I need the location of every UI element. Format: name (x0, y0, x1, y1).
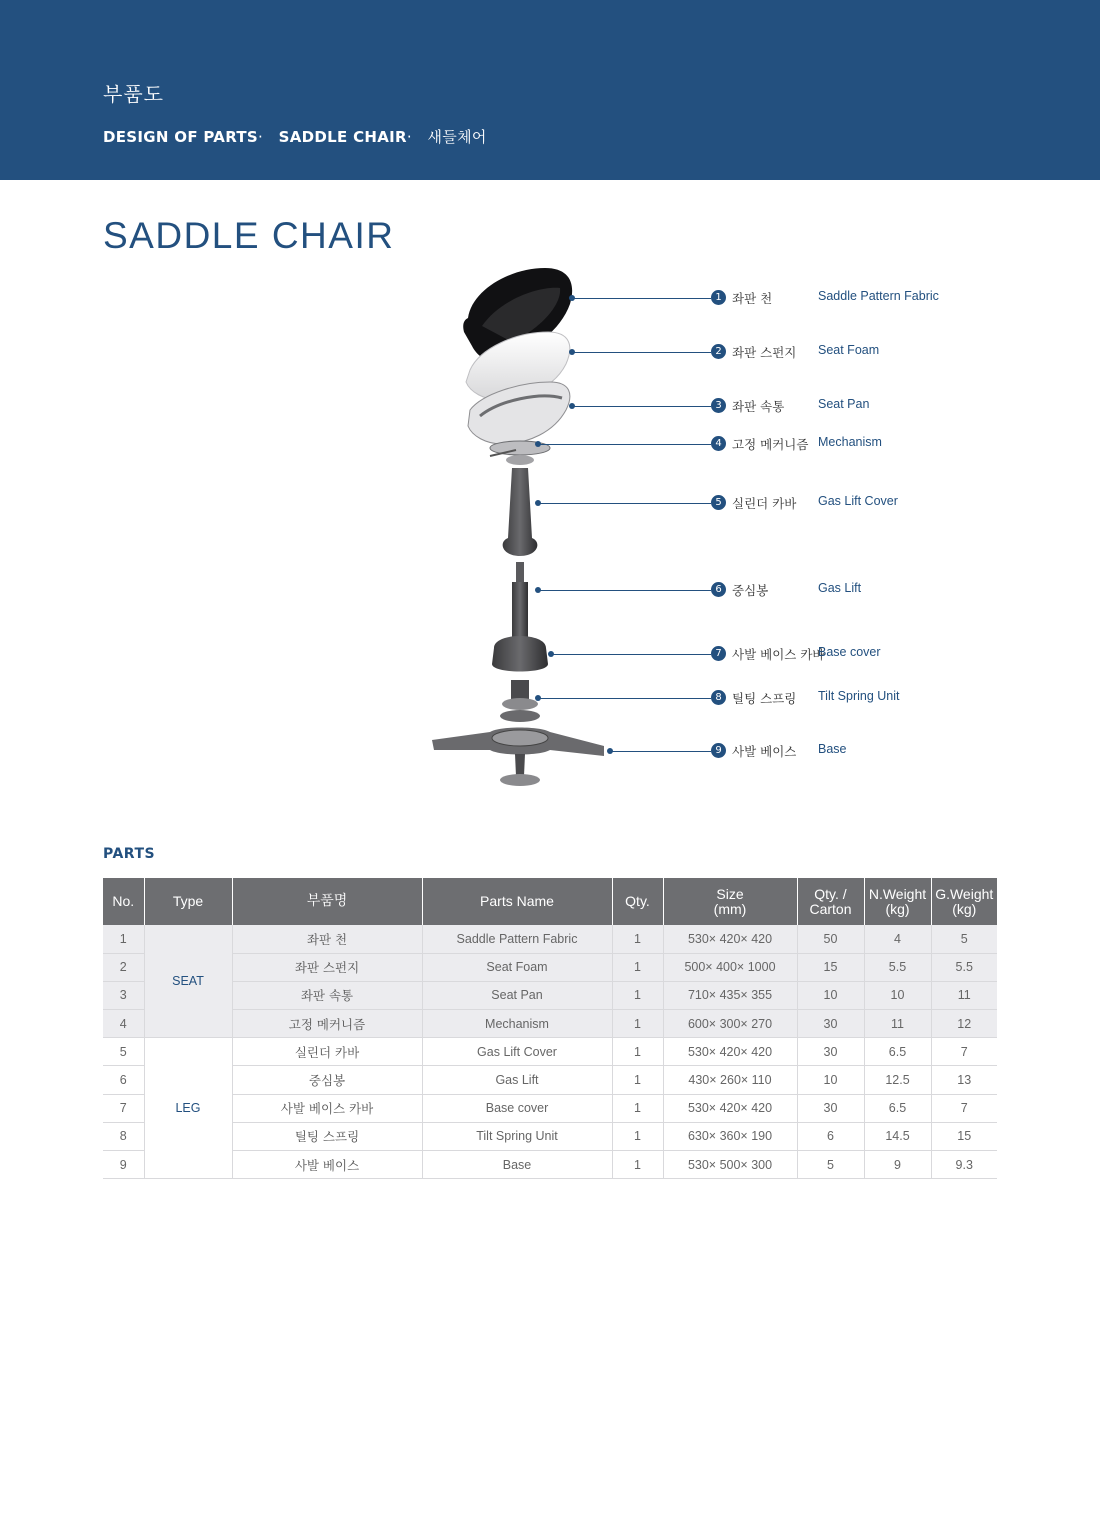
callout-number: 2 (711, 344, 726, 359)
callout-korean-name: 고정 메커니즘 (732, 437, 809, 452)
table-row (103, 1094, 997, 1122)
callout-number: 7 (711, 646, 726, 661)
header-gweight-line2: (kg) (952, 900, 977, 917)
callout-line (538, 590, 711, 591)
cell-gross-weight: 11 (931, 981, 997, 1009)
header-gweight-line1: G.Weight (935, 885, 994, 902)
callout-line (551, 654, 711, 655)
cell-parts-name: Seat Foam (422, 953, 612, 981)
cell-parts-name: Seat Pan (422, 981, 612, 1009)
callout-korean-name: 실린더 카바 (732, 496, 797, 511)
cell-korean-name: 실린더 카바 (232, 1038, 422, 1066)
cell-carton: 5 (797, 1151, 864, 1179)
page-title: SADDLE CHAIR (103, 215, 395, 256)
header-korean-title: 부품도 (103, 82, 164, 106)
cell-korean-name: 사발 베이스 카바 (232, 1094, 422, 1122)
cell-parts-name: Base cover (422, 1094, 612, 1122)
cell-size: 530× 500× 300 (663, 1151, 797, 1179)
callout-english-name: Gas Lift Cover (818, 494, 898, 508)
cell-qty: 1 (612, 1151, 663, 1179)
callout-korean-name: 사발 베이스 카바 (732, 647, 825, 662)
cell-net-weight: 14.5 (864, 1122, 931, 1150)
header-banner (0, 0, 1100, 180)
cell-size: 500× 400× 1000 (663, 953, 797, 981)
cell-parts-name: Saddle Pattern Fabric (422, 925, 612, 953)
cell-qty: 1 (612, 925, 663, 953)
header-subtitle (103, 126, 487, 147)
callout-number: 6 (711, 582, 726, 597)
header-net-weight (864, 878, 931, 925)
table-row (103, 981, 997, 1009)
callout-line (572, 298, 711, 299)
cell-carton: 10 (797, 981, 864, 1009)
callout-english-name: Seat Pan (818, 397, 870, 411)
callout-number: 8 (711, 690, 726, 705)
header-qty: Qty. (612, 878, 663, 925)
cell-gross-weight: 9.3 (931, 1151, 997, 1179)
cell-parts-name: Tilt Spring Unit (422, 1122, 612, 1150)
cell-korean-name: 사발 베이스 (232, 1151, 422, 1179)
header-size (663, 878, 797, 925)
cell-parts-name: Base (422, 1151, 612, 1179)
callout-line (538, 444, 711, 445)
cell-net-weight: 6.5 (864, 1094, 931, 1122)
cell-korean-name: 좌판 천 (232, 925, 422, 953)
table-row (103, 953, 997, 981)
cell-net-weight: 5.5 (864, 953, 931, 981)
callout-number: 1 (711, 290, 726, 305)
header-gross-weight (931, 878, 997, 925)
callout-korean-name: 중심봉 (732, 583, 769, 598)
callout-number: 9 (711, 743, 726, 758)
callout-english-name: Saddle Pattern Fabric (818, 289, 939, 303)
header-carton-line1: Qty. / (814, 885, 847, 902)
cell-qty: 1 (612, 953, 663, 981)
header-type: Type (144, 878, 232, 925)
gas-lift-cover-shape (503, 468, 538, 556)
cell-type-seat: SEAT (144, 925, 232, 1038)
callout-korean-name: 사발 베이스 (732, 744, 797, 759)
cell-size: 630× 360× 190 (663, 1122, 797, 1150)
cell-net-weight: 10 (864, 981, 931, 1009)
cell-carton: 50 (797, 925, 864, 953)
cell-size: 430× 260× 110 (663, 1066, 797, 1094)
cell-qty: 1 (612, 1038, 663, 1066)
cell-gross-weight: 5.5 (931, 953, 997, 981)
base-cover-shape (492, 636, 548, 672)
cell-size: 600× 300× 270 (663, 1010, 797, 1038)
cell-no: 4 (103, 1010, 144, 1038)
cell-gross-weight: 7 (931, 1038, 997, 1066)
cell-qty: 1 (612, 981, 663, 1009)
callout-number: 4 (711, 436, 726, 451)
callout-line (610, 751, 711, 752)
cell-carton: 30 (797, 1010, 864, 1038)
cell-size: 530× 420× 420 (663, 925, 797, 953)
cell-korean-name: 좌판 속통 (232, 981, 422, 1009)
cell-no: 5 (103, 1038, 144, 1066)
callout-english-name: Mechanism (818, 435, 882, 449)
header-size-line1: Size (716, 885, 744, 902)
header-no: No. (103, 878, 144, 925)
cell-parts-name: Gas Lift (422, 1066, 612, 1094)
callout-english-name: Gas Lift (818, 581, 862, 595)
callout-number: 3 (711, 398, 726, 413)
cell-gross-weight: 13 (931, 1066, 997, 1094)
callout-number: 5 (711, 495, 726, 510)
callout-english-name: Base (818, 742, 847, 756)
cell-no: 7 (103, 1094, 144, 1122)
cell-net-weight: 12.5 (864, 1066, 931, 1094)
callout-line (572, 406, 711, 407)
table-row (103, 1038, 997, 1066)
table-row (103, 1066, 997, 1094)
cell-korean-name: 고정 메커니즘 (232, 1010, 422, 1038)
cell-no: 2 (103, 953, 144, 981)
table-row (103, 1010, 997, 1038)
cell-no: 8 (103, 1122, 144, 1150)
cell-carton: 6 (797, 1122, 864, 1150)
parts-section-label: PARTS (103, 846, 156, 862)
header-qty-carton (797, 878, 864, 925)
cell-gross-weight: 5 (931, 925, 997, 953)
cell-korean-name: 좌판 스펀지 (232, 953, 422, 981)
header-nweight-line2: (kg) (885, 900, 910, 917)
cell-net-weight: 9 (864, 1151, 931, 1179)
callout-korean-name: 좌판 천 (732, 291, 773, 306)
cell-qty: 1 (612, 1122, 663, 1150)
cell-no: 6 (103, 1066, 144, 1094)
cell-carton: 30 (797, 1038, 864, 1066)
cell-size: 530× 420× 420 (663, 1094, 797, 1122)
cell-no: 9 (103, 1151, 144, 1179)
callout-line (572, 352, 711, 353)
header-korean-name: 부품명 (232, 878, 422, 925)
cell-net-weight: 4 (864, 925, 931, 953)
cell-size: 530× 420× 420 (663, 1038, 797, 1066)
cell-parts-name: Mechanism (422, 1010, 612, 1038)
callout-korean-name: 틸팅 스프링 (732, 691, 797, 706)
cell-net-weight: 6.5 (864, 1038, 931, 1066)
cell-type-leg: LEG (144, 1038, 232, 1179)
cell-gross-weight: 12 (931, 1010, 997, 1038)
cell-gross-weight: 15 (931, 1122, 997, 1150)
callout-line (538, 698, 711, 699)
cell-size: 710× 435× 355 (663, 981, 797, 1009)
callout-english-name: Base cover (818, 645, 881, 659)
header-size-line2: (mm) (713, 900, 747, 917)
gas-lift-shape (516, 562, 524, 582)
subtitle-separator: · (258, 128, 264, 146)
header-carton-line2: Carton (809, 900, 852, 917)
cell-carton: 30 (797, 1094, 864, 1122)
callout-korean-name: 좌판 스펀지 (732, 345, 797, 360)
parts-table (103, 878, 997, 1179)
cell-carton: 10 (797, 1066, 864, 1094)
subtitle-saddle-chair: SADDLE CHAIR (278, 128, 407, 146)
chair-exploded-illustration (420, 260, 620, 800)
callout-english-name: Tilt Spring Unit (818, 689, 900, 703)
subtitle-korean: 새들체어 (427, 128, 487, 146)
subtitle-separator: · (406, 128, 412, 146)
table-header-row (103, 878, 997, 925)
cell-net-weight: 11 (864, 1010, 931, 1038)
exploded-parts-diagram (420, 260, 1020, 800)
table-row (103, 1151, 997, 1179)
cell-qty: 1 (612, 1066, 663, 1094)
cell-carton: 15 (797, 953, 864, 981)
table-row (103, 1122, 997, 1150)
callout-english-name: Seat Foam (818, 343, 880, 357)
cell-qty: 1 (612, 1094, 663, 1122)
cell-korean-name: 틸팅 스프링 (232, 1122, 422, 1150)
header-parts-name: Parts Name (422, 878, 612, 925)
callout-korean-name: 좌판 속통 (732, 399, 785, 414)
cell-gross-weight: 7 (931, 1094, 997, 1122)
callout-line (538, 503, 711, 504)
cell-qty: 1 (612, 1010, 663, 1038)
header-nweight-line1: N.Weight (868, 885, 927, 902)
cell-parts-name: Gas Lift Cover (422, 1038, 612, 1066)
cell-no: 3 (103, 981, 144, 1009)
table-row (103, 925, 997, 953)
subtitle-design-of-parts: DESIGN OF PARTS (103, 128, 259, 146)
cell-korean-name: 중심봉 (232, 1066, 422, 1094)
cell-no: 1 (103, 925, 144, 953)
